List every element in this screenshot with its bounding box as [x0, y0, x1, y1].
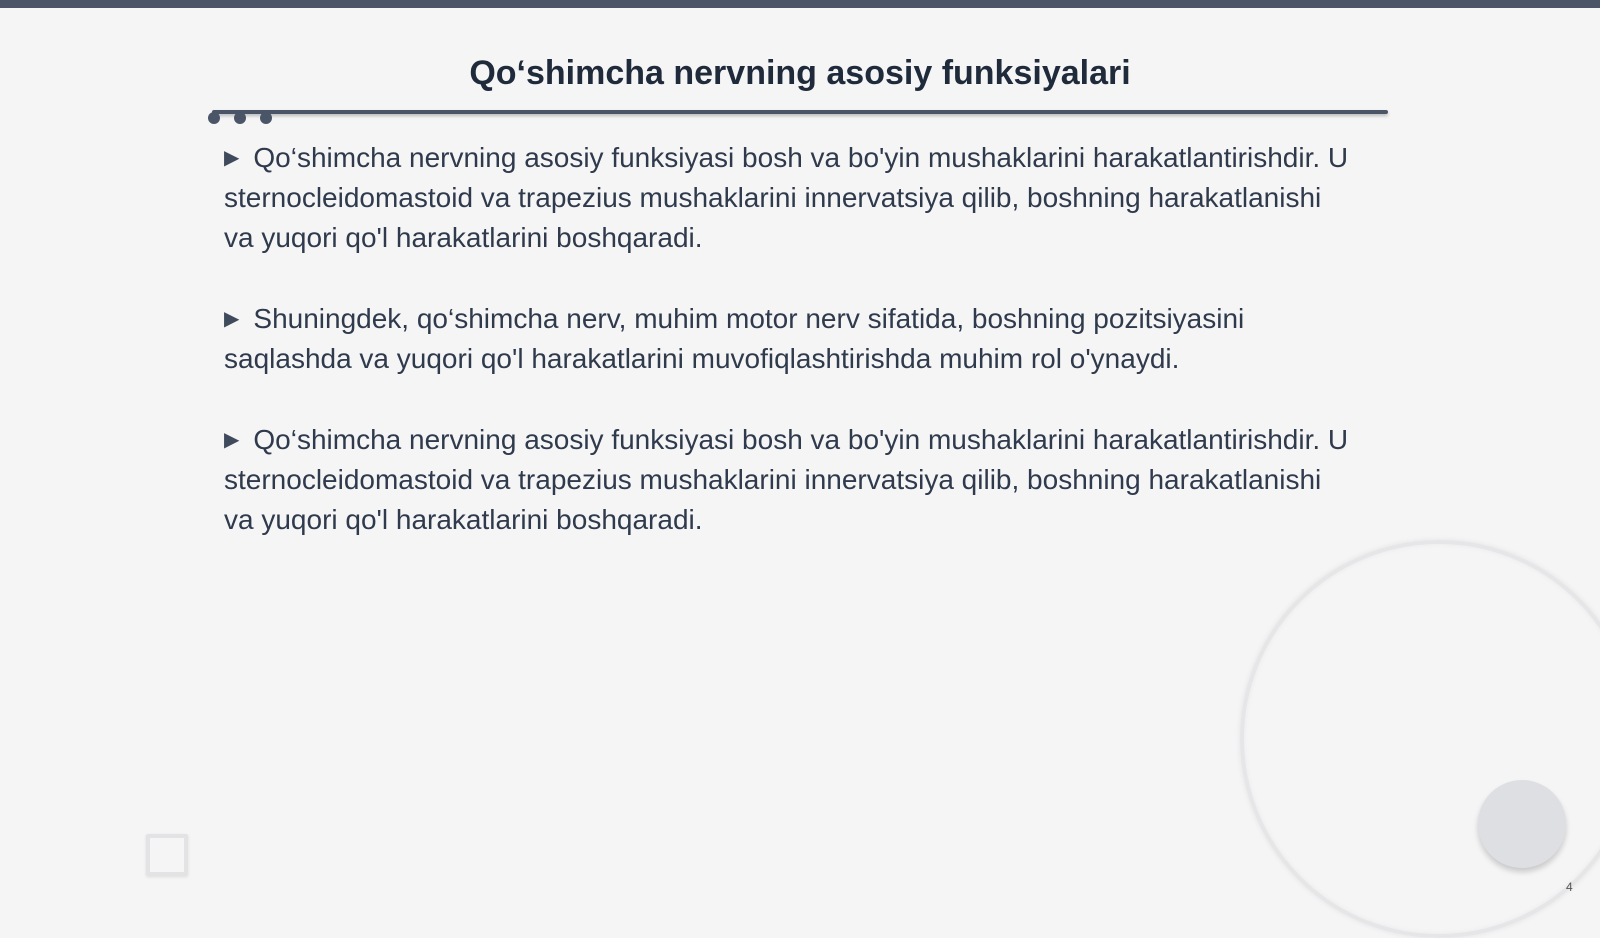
- bullet-item: [224, 299, 1354, 379]
- triangle-bullet-icon: ▶: [224, 429, 240, 451]
- bullet-text: Qo‘shimcha nervning asosiy funksiyasi bosh va bo'yin mushaklarini harakatlantirishdir. U sternocleidomastoid va trapezius mushaklarini innervatsiya qilib, boshning harakatlanishi va yuqori qo'l harakatlarini boshqaradi.: [224, 142, 1349, 253]
- rule-dot: [208, 112, 220, 124]
- bullet-text: Qo‘shimcha nervning asosiy funksiyasi bosh va bo'yin mushaklarini harakatlantirishdir. U sternocleidomastoid va trapezius mushaklarini innervatsiya qilib, boshning harakatlanishi va yuqori qo'l harakatlarini boshqaradi.: [224, 424, 1349, 535]
- title-underline: [212, 110, 1388, 114]
- bullet-item: [224, 138, 1354, 258]
- decorative-ring: [1240, 540, 1600, 938]
- slide-title: Qo‘shimcha nervning asosiy funksiyalari: [469, 54, 1131, 92]
- triangle-bullet-icon: ▶: [224, 147, 240, 169]
- decorative-circle: [1478, 780, 1566, 868]
- rule-dot: [260, 112, 272, 124]
- triangle-bullet-icon: ▶: [224, 308, 240, 330]
- rule-dot: [234, 112, 246, 124]
- page-number: 4: [1566, 880, 1573, 894]
- bullet-list: [224, 138, 1354, 581]
- top-accent-bar: [0, 0, 1600, 8]
- bullet-text: Shuningdek, qo‘shimcha nerv, muhim motor nerv sifatida, boshning pozitsiyasini saqlashda va yuqori qo'l harakatlarini muvofiqlashtirishda muhim rol o'ynaydi.: [224, 303, 1245, 374]
- decorative-square: [146, 834, 188, 876]
- bullet-item: [224, 420, 1354, 540]
